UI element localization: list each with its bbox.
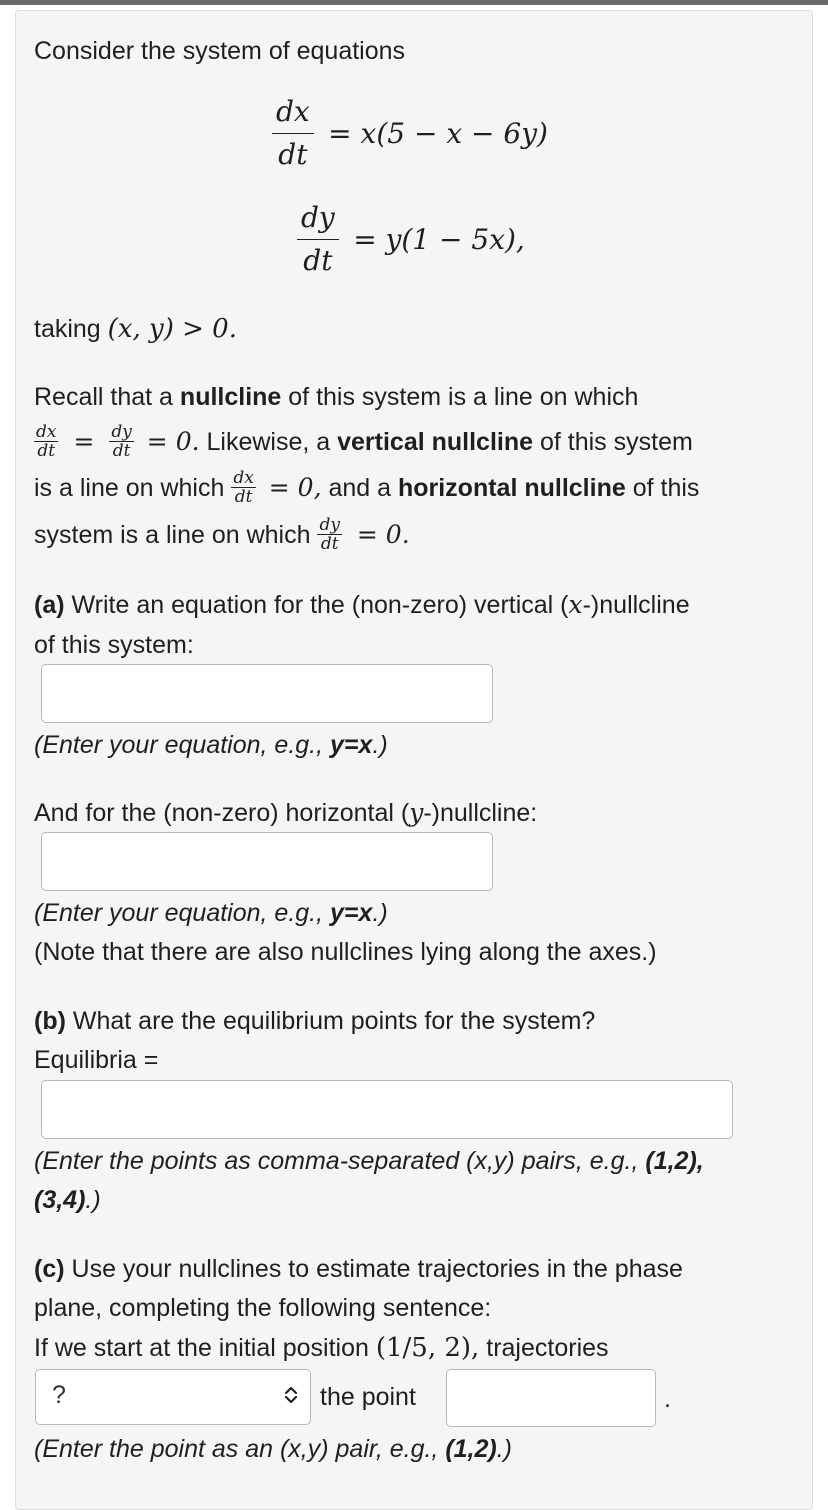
hint-example: (3,4): [34, 1186, 86, 1214]
recall-text: of this: [625, 474, 700, 502]
recall-text: system is a line on which: [34, 521, 318, 549]
horizontal-nullcline-term: horizontal nullcline: [397, 474, 626, 502]
question-text: And for the (non-zero) horizontal (: [34, 799, 410, 827]
part-c-text: trajectories: [479, 1334, 609, 1362]
frac-den: dt: [320, 534, 339, 554]
question-text: -)nullcline:: [423, 799, 538, 827]
recall-line-3: [34, 470, 699, 505]
hint-text: (Enter your equation, e.g.,: [34, 731, 331, 759]
part-c-question-line-2: plane, completing the following sentence:: [34, 1294, 492, 1322]
hint-text: .): [85, 1186, 101, 1214]
x-variable: x: [568, 590, 583, 619]
recall-text: is a line on which: [34, 474, 232, 502]
frac-num: dx: [233, 468, 254, 488]
part-c-text: Use your nullclines to estimate trajectories in the phase: [64, 1255, 683, 1283]
equals-zero: = 0.: [146, 427, 200, 456]
part-c-hint: [34, 1434, 512, 1464]
equilibria-hint-line-1: [34, 1146, 704, 1176]
hint-example: y=x: [330, 899, 373, 927]
trajectory-direction-select[interactable]: [35, 1369, 311, 1425]
frac-num: dx: [36, 422, 57, 442]
part-a-text: -)nullcline: [582, 591, 690, 619]
equals-zero: = 0,: [268, 473, 322, 502]
part-a-hint: [34, 730, 388, 760]
horizontal-nullcline-input[interactable]: [41, 832, 493, 891]
equals-zero: = 0.: [356, 520, 410, 549]
up-down-chevron-icon: [284, 1384, 298, 1406]
frac-den: dt: [234, 487, 253, 507]
top-bar: [0, 0, 828, 5]
hint-text: (Enter your equation, e.g.,: [34, 899, 331, 927]
intro-text: Consider the system of equations: [34, 37, 406, 65]
part-c-label: (c): [34, 1255, 65, 1283]
part-a-question-line-2: of this system:: [34, 631, 194, 659]
equals-sign: =: [73, 427, 95, 456]
axes-note: (Note that there are also nullclines lying along the axes.): [34, 938, 657, 966]
horizontal-hint: [34, 898, 388, 928]
recall-line-1: [34, 382, 638, 412]
taking-condition: (x, y) > 0.: [107, 314, 237, 344]
eq2-rhs: = y(1 − 5x),: [353, 223, 525, 256]
vertical-nullcline-term: vertical nullcline: [337, 428, 534, 456]
part-b-text: What are the equilibrium points for the system?: [65, 1007, 596, 1035]
hint-example: (1,2),: [645, 1147, 704, 1175]
recall-text: Likewise, a: [199, 428, 338, 456]
frac-den: dt: [37, 441, 56, 461]
eq2-denominator: dt: [303, 244, 333, 277]
equation-dx-dt: [272, 97, 548, 170]
part-b-question: [34, 1006, 595, 1036]
point-input[interactable]: [446, 1369, 656, 1427]
hint-text: .): [496, 1435, 513, 1463]
equilibria-input[interactable]: [41, 1080, 733, 1139]
sentence-period: .: [664, 1385, 671, 1413]
y-variable: y: [409, 798, 424, 827]
part-a-question-line-1: [34, 590, 690, 620]
taking-line: [34, 314, 237, 344]
equation-dy-dt: [297, 203, 525, 276]
hint-text: (Enter the points as comma-separated (x,y) pairs, e.g.,: [34, 1147, 646, 1175]
recall-text: Recall that a: [34, 383, 180, 411]
initial-position: (1/5, 2),: [375, 1333, 480, 1363]
part-b-label: (b): [34, 1007, 66, 1035]
recall-text: of this system: [533, 428, 693, 456]
frac-num: dy: [319, 515, 340, 535]
vertical-nullcline-input[interactable]: [41, 664, 493, 723]
the-point-text: the point: [320, 1383, 416, 1411]
part-c-text: If we start at the initial position: [34, 1334, 376, 1362]
recall-text: of this system is a line on which: [281, 383, 639, 411]
eq1-denominator: dt: [278, 138, 308, 171]
recall-line-4: [34, 517, 410, 552]
equilibria-hint-line-2: [34, 1185, 101, 1215]
recall-line-2: [34, 424, 693, 459]
part-c-question-line-3: [34, 1333, 609, 1363]
frac-den: dt: [112, 441, 131, 461]
hint-example: y=x: [330, 731, 373, 759]
part-c-question-line-1: [34, 1254, 683, 1284]
eq1-numerator: dx: [276, 95, 310, 128]
part-a-text: Write an equation for the (non-zero) vertical (: [64, 591, 569, 619]
hint-text: .): [372, 731, 388, 759]
hint-text: (Enter the point as an (x,y) pair, e.g.,: [34, 1435, 446, 1463]
part-a-label: (a): [34, 591, 65, 619]
hint-text: .): [372, 899, 388, 927]
select-value: ?: [52, 1381, 66, 1409]
recall-text: and a: [321, 474, 398, 502]
equilibria-label: Equilibria =: [34, 1046, 159, 1074]
taking-word: taking: [34, 315, 101, 343]
eq2-numerator: dy: [301, 201, 335, 234]
eq1-rhs: = x(5 − x − 6y): [328, 117, 548, 150]
horizontal-nullcline-question: [34, 798, 537, 828]
frac-num: dy: [111, 422, 132, 442]
nullcline-term: nullcline: [179, 383, 282, 411]
hint-example: (1,2): [445, 1435, 497, 1463]
